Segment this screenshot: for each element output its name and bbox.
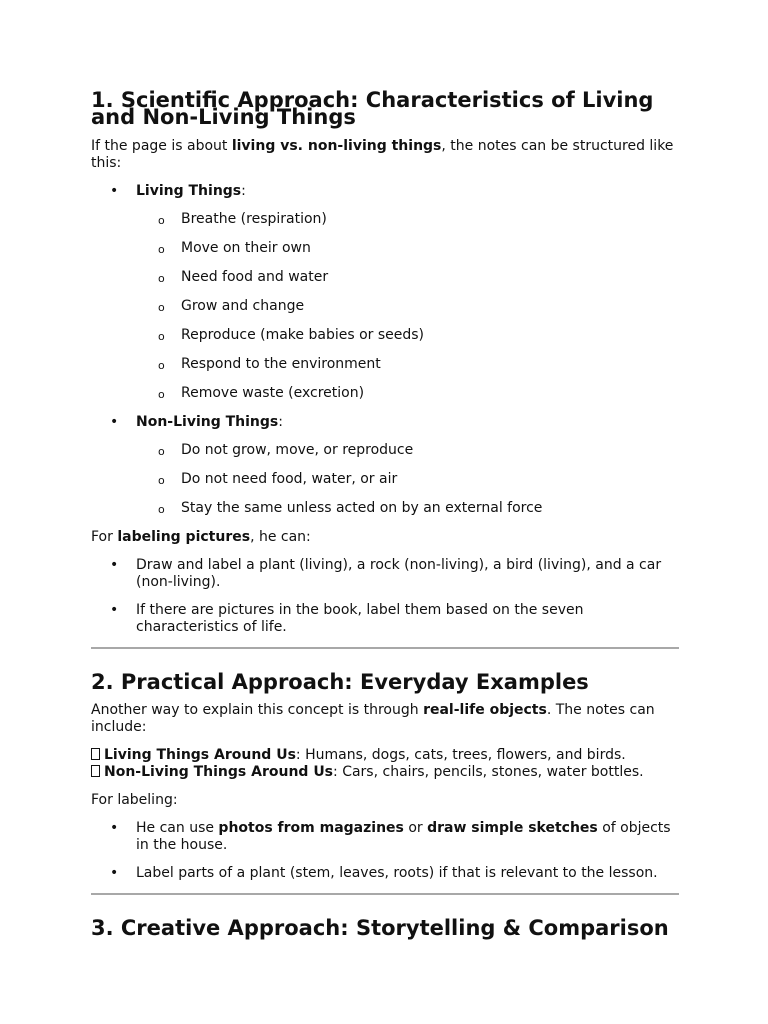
living-around-us-text: : Humans, dogs, cats, trees, flowers, and birds. [295, 747, 626, 763]
intro-bold: real-life objects [423, 702, 547, 718]
document-page [91, 88, 679, 940]
item-text: of objects in the house. [136, 820, 671, 853]
label-colon: : [241, 183, 246, 199]
living-characteristic: o Move on their own [91, 240, 679, 257]
living-characteristic: o Need food and water [91, 269, 679, 286]
non-living-characteristic: o Stay the same unless acted on by an external force [91, 500, 679, 517]
section-2-heading: 2. Practical Approach: Everyday Examples [91, 670, 589, 694]
item-text: He can use [136, 820, 219, 836]
non-living-around-us-label: Non-Living Things Around Us [104, 764, 334, 780]
section-2-intro [91, 702, 679, 736]
living-characteristic: o Respond to the environment [91, 356, 679, 373]
non-living-things-label: Non-Living Things [136, 414, 279, 430]
for-labeling: For labeling: [91, 792, 178, 808]
intro-text-end: , the notes can be structured like this: [91, 138, 674, 171]
item-bold: photos from magazines [218, 820, 404, 836]
labeling-item: • Label parts of a plant (stem, leaves, roots) if that is relevant to the lesson. [91, 865, 679, 882]
box-icon [91, 765, 100, 777]
living-characteristic: o Reproduce (make babies or seeds) [91, 327, 679, 344]
living-characteristic: o Grow and change [91, 298, 679, 315]
labeling-bold: labeling pictures [117, 529, 251, 545]
label-colon: : [278, 414, 283, 430]
categories-list [91, 183, 679, 200]
living-characteristic: o Remove waste (excretion) [91, 385, 679, 402]
non-living-around-us-text: : Cars, chairs, pencils, stones, water bottles. [333, 764, 644, 780]
living-around-us-line [91, 747, 679, 764]
labeling-intro [91, 529, 679, 546]
non-living-around-us-line [91, 764, 679, 781]
labeling-item [91, 820, 679, 854]
non-living-characteristic: o Do not need food, water, or air [91, 471, 679, 488]
item-bold: draw simple sketches [427, 820, 598, 836]
non-living-things-sublist [91, 442, 679, 517]
labeling-text-end: , he can: [250, 529, 311, 545]
section-1-intro [91, 138, 679, 172]
living-things-sublist [91, 211, 679, 402]
section-divider [91, 647, 679, 649]
labeling-list [91, 557, 679, 636]
intro-bold: living vs. non-living things [231, 138, 442, 154]
living-around-us-label: Living Things Around Us [104, 747, 296, 763]
intro-text: Another way to explain this concept is through [91, 702, 424, 718]
labeling-item: • If there are pictures in the book, label them based on the seven characteristics of life. [91, 602, 679, 636]
non-living-characteristic: o Do not grow, move, or reproduce [91, 442, 679, 459]
box-icon [91, 748, 100, 760]
intro-text: If the page is about [91, 138, 232, 154]
living-things-item [91, 183, 679, 200]
intro-text-end: . The notes can include: [91, 702, 655, 735]
practical-labeling-list [91, 820, 679, 882]
section-1-heading: 1. Scientific Approach: Characteristics of Living and Non-Living Things [91, 88, 654, 129]
living-things-label: Living Things [136, 183, 242, 199]
item-text: or [403, 820, 428, 836]
labeling-text: For [91, 529, 118, 545]
labeling-item: • Draw and label a plant (living), a rock (non-living), a bird (living), and a car (non-living). [91, 557, 679, 591]
categories-list-2 [91, 414, 679, 431]
section-divider [91, 893, 679, 895]
living-characteristic: o Breathe (respiration) [91, 211, 679, 228]
non-living-things-item [91, 414, 679, 431]
section-3-heading: 3. Creative Approach: Storytelling & Comparison [91, 916, 669, 940]
